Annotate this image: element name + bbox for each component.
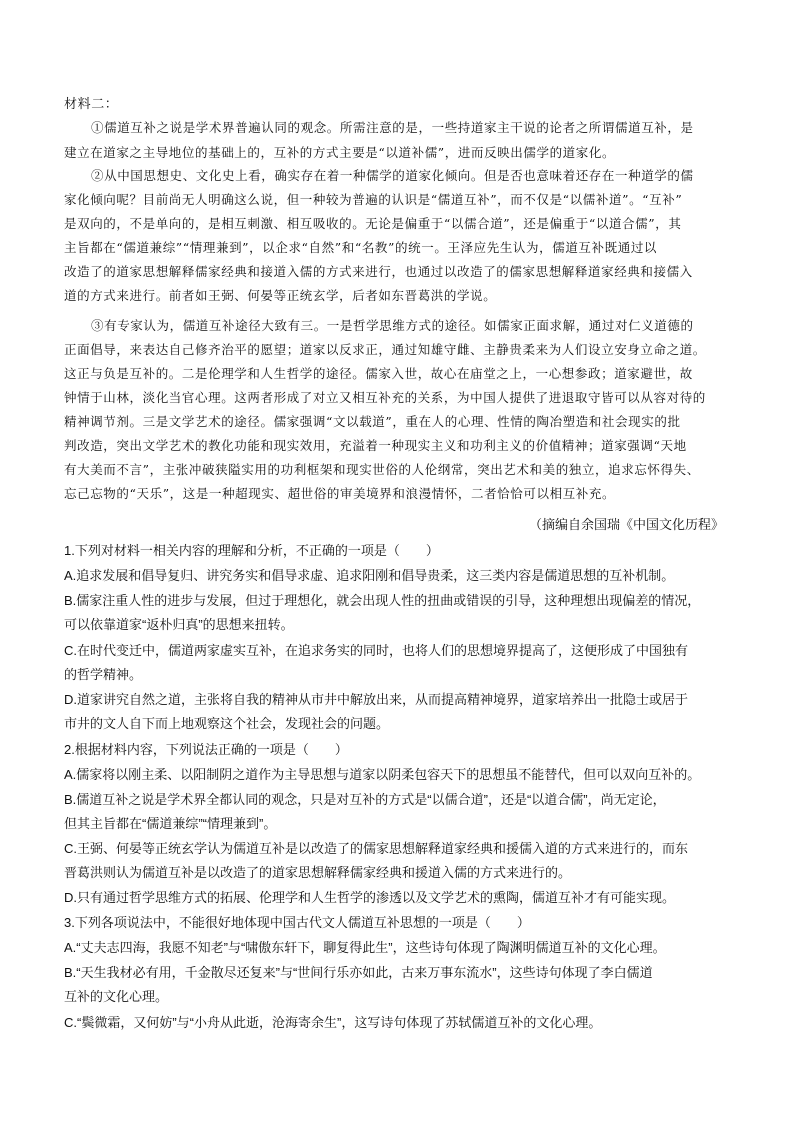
question-1-option-a: A.追求发展和倡导复归、讲究务实和倡导求虚、追求阳刚和倡导贵柔，这三类内容是儒道思想的互补机制。	[64, 568, 675, 583]
question-1-option-d-cont: 市井的文人自下而上地观察这个社会，发现社会的问题。	[64, 716, 390, 731]
material-paragraph-2-line-3: 是双向的，不是单向的，是相互刺激、相互吸收的。无论是偏重于“以儒合道”，还是偏重于“以道合儒”，其	[64, 216, 682, 231]
question-1-option-d: D.道家讲究自然之道，主张将自我的精神从市井中解放出来，从而提高精神境界，道家培养出一批隐士或居于	[64, 692, 689, 707]
question-2-option-c-cont: 晋葛洪则认为儒道互补是以改造了的道家思想解释儒家经典和援道入儒的方式来进行的。	[64, 865, 572, 880]
question-1-option-b-cont: 可以依靠道家“返朴归真”的思想来扭转。	[64, 617, 294, 632]
material-paragraph-3-line-3: 这正与负是互补的。二是伦理学和人生哲学的途径。儒家入世，故心在庙堂之上，一心想参政；道家避世，故	[64, 366, 693, 381]
question-2-option-d: D.只有通过哲学思维方式的拓展、伦理学和人生哲学的渗透以及文学艺术的熏陶，儒道互补才有可能实现。	[64, 890, 676, 905]
material-paragraph-2-line-5: 改造了的道家思想解释儒家经典和接道入儒的方式来进行，也通过以改造了的儒家思想解释道家经典和接儒入	[64, 264, 693, 279]
material-paragraph-1-line-2: 建立在道家之主导地位的基础上的，互补的方式主要是“以道补儒”，进而反映出儒学的道家化。	[64, 145, 616, 160]
material-paragraph-3-line-8: 忘己忘物的“天乐”，这是一种超现实、超世俗的审美境界和浪漫情怀，二者恰恰可以相互补充。	[64, 486, 616, 501]
material-paragraph-3-line-1: ③有专家认为，儒道互补途径大致有三。一是哲学思维方式的途径。如儒家正面求解，通过对仁义道德的	[91, 318, 694, 333]
source-citation: （摘编自余国瑞《中国文化历程》	[528, 517, 724, 532]
question-3-option-b-cont: 互补的文化心理。	[64, 989, 169, 1004]
material-paragraph-3-line-4: 钟情于山林，淡化当官心理。这两者形成了对立又相互补充的关系，为中国人提供了进退取守皆可以从容对待的	[64, 390, 706, 405]
question-2-stem: 2.根据材料内容，下列说法正确的一项是（ ）	[64, 742, 348, 757]
material-heading: 材料二：	[64, 97, 119, 112]
material-paragraph-3-line-6: 判改造，突出文学艺术的教化功能和现实效用，充溢着一种现实主义和功利主义的价值精神；道家强调“天地	[64, 438, 687, 453]
question-2-option-b: B.儒道互补之说是学术界全都认同的观念，只是对互补的方式是“以儒合道”，还是“以道合儒”，尚无定论，	[64, 792, 666, 807]
material-paragraph-3-line-2: 正面倡导，来表达自己修齐治平的愿望；道家以反求正，通过知雄守雌、主静贵柔来为人们设立安身立命之道。	[64, 342, 706, 357]
material-paragraph-3-line-7: 有大美而不言”，主张冲破狭隘实用的功利框架和现实世俗的人伦纲常，突出艺术和美的独立，追求忘怀得失、	[64, 462, 700, 477]
material-paragraph-2-line-1: ②从中国思想史、文化史上看，确实存在着一种儒学的道家化倾向。但是否也意味着还存在一种道学的儒	[91, 168, 694, 183]
material-paragraph-2-line-4: 主旨都在“儒道兼综”“情理兼到”，以企求“自然”和“名教”的统一。王泽应先生认为，儒道互补既通过以	[64, 240, 658, 255]
question-2-option-a: A.儒家将以刚主柔、以阳制阴之道作为主导思想与道家以阴柔包容天下的思想虽不能替代，但可以双向互补的。	[64, 767, 701, 782]
question-2-option-b-cont: 但其主旨都在“儒道兼综”“情理兼到”。	[64, 816, 277, 831]
material-paragraph-2-line-2: 家化倾向呢？目前尚无人明确这么说，但一种较为普遍的认识是“儒道互补”，而不仅是“以儒补道”。“互补”	[64, 192, 683, 207]
question-3-option-c: C.“鬓微霜，又何妨”与“小舟从此逝，沧海寄余生”，这写诗句体现了苏轼儒道互补的文化心理。	[64, 1015, 602, 1030]
question-3-stem: 3.下列各项说法中，不能很好地体现中国古代文人儒道互补思想的一项是（ ）	[64, 915, 530, 930]
question-1-option-c: C.在时代变迁中，儒道两家虚实互补，在追求务实的同时，也将人们的思想境界提高了，这便形成了中国独有	[64, 643, 689, 658]
question-1-option-b: B.儒家注重人性的进步与发展，但过于理想化，就会出现人性的扭曲或错误的引导，这种理想出现偏差的情况，	[64, 593, 701, 608]
material-paragraph-2-line-6: 道的方式来进行。前者如王弼、何晏等正统玄学，后者如东晋葛洪的学说。	[64, 288, 497, 303]
question-3-option-b: B.“天生我材必有用，千金散尽还复来”与“世间行乐亦如此，古来万事东流水”，这些诗句体现了李白儒道	[64, 965, 653, 980]
material-paragraph-3-line-5: 精神调节剂。三是文学艺术的途径。儒家强调“文以载道”，重在人的心理、性情的陶冶塑造和社会现实的批	[64, 414, 681, 429]
material-paragraph-1-line-1: ①儒道互补之说是学术界普遍认同的观念。所需注意的是，一些持道家主干说的论者之所谓儒道互补，是	[91, 120, 694, 135]
question-3-option-a: A.“丈夫志四海，我愿不知老”与“啸傲东轩下，聊复得此生”，这些诗句体现了陶渊明儒道互补的文化心理。	[64, 940, 666, 955]
question-1-stem: 1.下列对材料一相关内容的理解和分析，不正确的一项是（ ）	[64, 543, 439, 558]
question-1-option-c-cont: 的哲学精神。	[64, 667, 143, 682]
question-2-option-c: C.王弼、何晏等正统玄学认为儒道互补是以改造了的儒家思想解释道家经典和援儒入道的方式来进行的，而东	[64, 841, 689, 856]
